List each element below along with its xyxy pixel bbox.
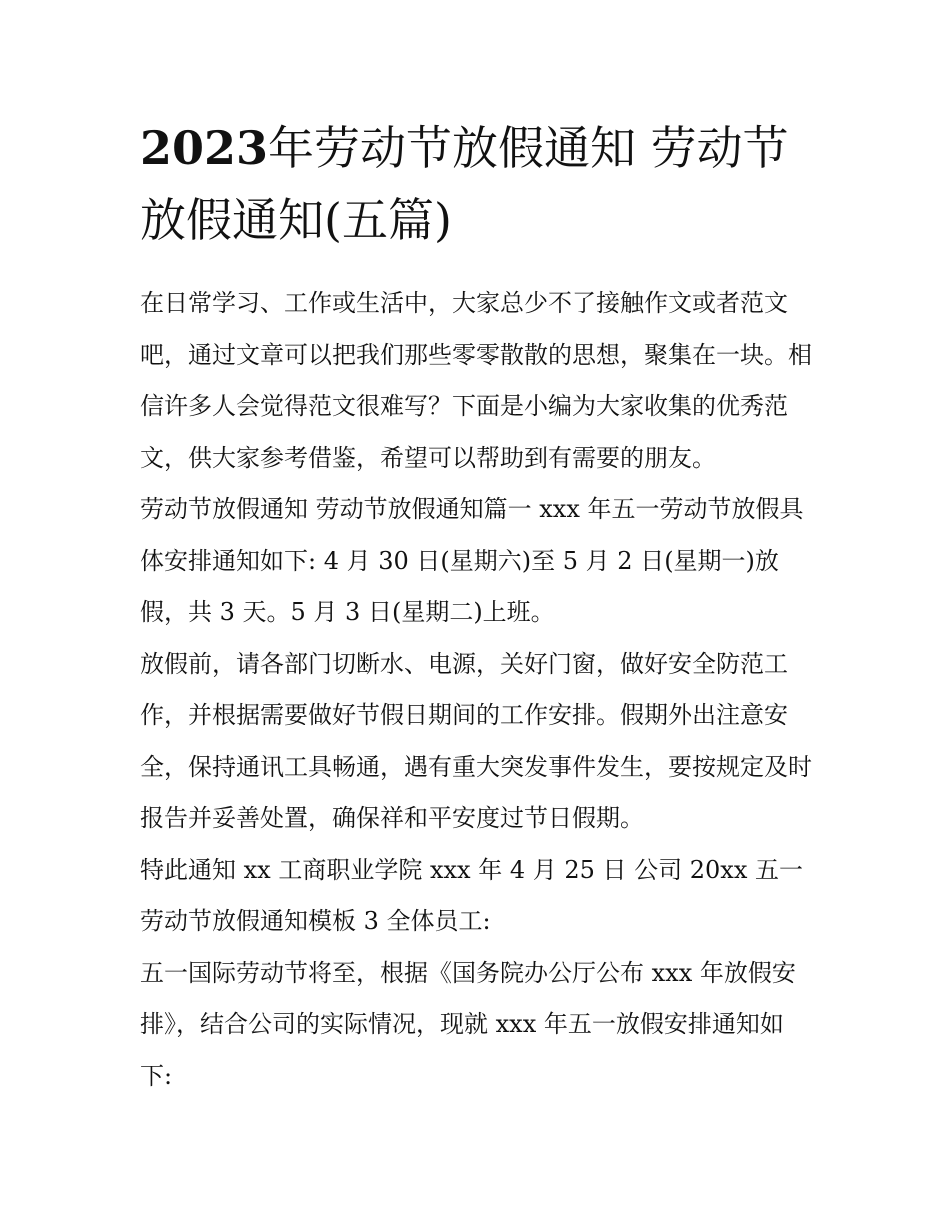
paragraph-company-notice: 五一国际劳动节将至，根据《国务院办公厅公布 xxx 年放假安排》，结合公司的实际情况，现就 xxx 年五一放假安排通知如下:: [140, 958, 796, 1090]
title-text: 年劳动节放假通知 劳动节放假通知(五篇): [140, 121, 789, 247]
paragraph-signature: 特此通知 xx 工商职业学院 xxx 年 4 月 25 日 公司 20xx 五一劳动节放假通知模板 3 全体员工:: [140, 855, 804, 935]
paragraph-intro: 在日常学习、工作或生活中，大家总少不了接触作文或者范文吧，通过文章可以把我们那些零零散散的思想，聚集在一块。相信许多人会觉得范文很难写？下面是小编为大家收集的优秀范文，供大家参考借鉴，希望可以帮助到有需要的朋友。: [140, 289, 812, 472]
title-year: 2023: [140, 121, 269, 175]
document-title: [140, 112, 820, 256]
paragraph-holiday-schedule: 劳动节放假通知 劳动节放假通知篇一 xxx 年五一劳动节放假具体安排通知如下: 4 月 30 日(星期六)至 5 月 2 日(星期一)放假，共 3 天。5 月 3 日(星期二)上班。: [140, 495, 804, 626]
document-body: [140, 278, 815, 1102]
paragraph-safety-notice: 放假前，请各部门切断水、电源，关好门窗，做好安全防范工作，并根据需要做好节假日期间的工作安排。假期外出注意安全，保持通讯工具畅通，遇有重大突发事件发生，要按规定及时报告并妥善处置，确保祥和平安度过节日假期。: [140, 649, 812, 832]
